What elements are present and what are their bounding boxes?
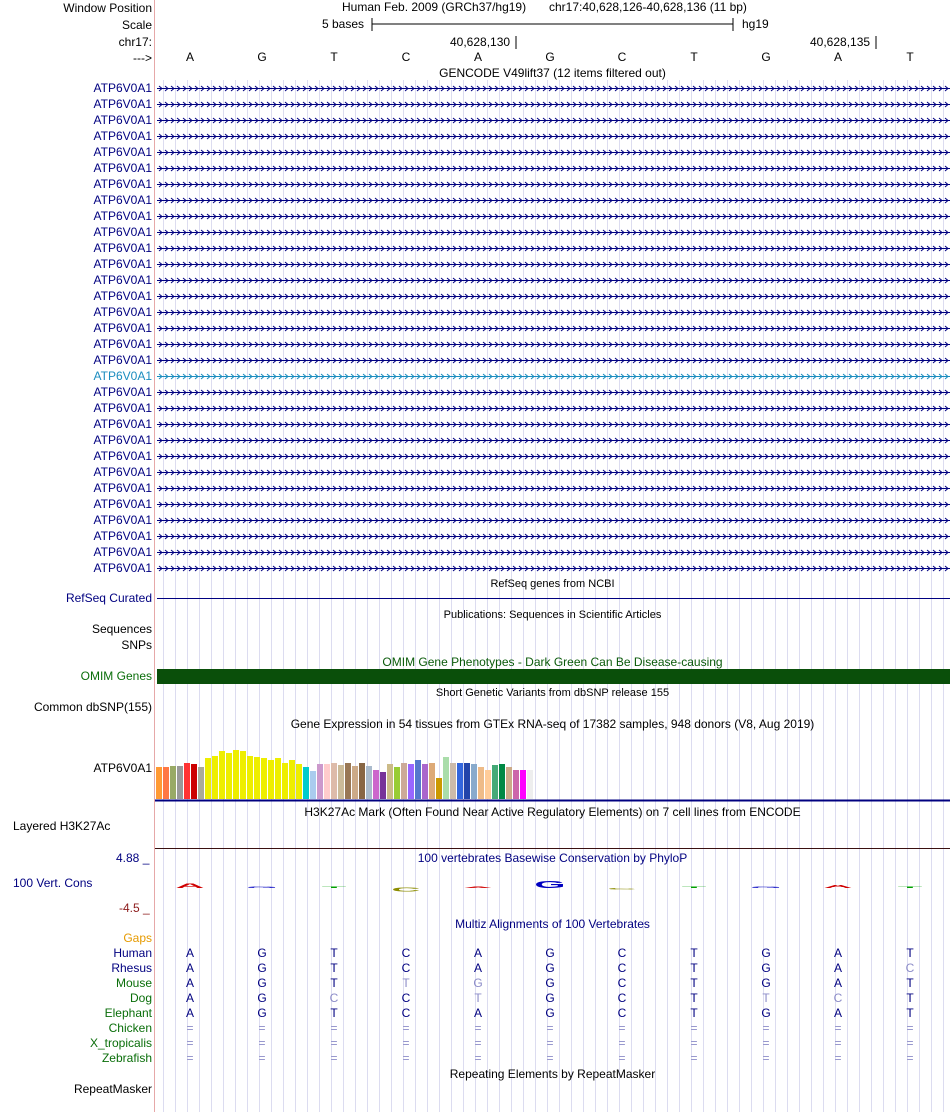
multiz-base: T [906, 1006, 914, 1020]
gencode-item-label[interactable]: ATP6V0A1 [93, 321, 152, 335]
multiz-base: A [185, 976, 194, 990]
cons-base-letter: T [681, 886, 707, 889]
multiz-base: C [329, 991, 339, 1005]
multiz-base: = [546, 1051, 554, 1065]
gencode-item-label[interactable]: ATP6V0A1 [93, 353, 152, 367]
ruler-base: A [185, 50, 194, 64]
chrom-label[interactable]: chr17: [118, 35, 152, 49]
gencode-item-label[interactable]: ATP6V0A1 [93, 289, 152, 303]
publications-title[interactable]: Publications: Sequences in Scientific Articles [443, 609, 662, 621]
multiz-base: = [330, 1021, 338, 1035]
cons-base-letter: A [463, 886, 493, 889]
cons-max-label: 4.88 _ [116, 851, 150, 865]
multiz-base: = [690, 1021, 698, 1035]
multiz-base: C [617, 1006, 627, 1020]
ruler-base: G [761, 50, 771, 64]
repeatmasker-title[interactable]: Repeating Elements by RepeatMasker [449, 1067, 656, 1081]
multiz-base: A [473, 946, 482, 960]
dbsnp-label[interactable]: Common dbSNP(155) [33, 700, 152, 714]
gencode-item-label[interactable]: ATP6V0A1 [93, 257, 152, 271]
multiz-base: = [762, 1021, 770, 1035]
multiz-base: G [761, 961, 771, 975]
multiz-base: = [258, 1036, 266, 1050]
multiz-base: C [617, 976, 627, 990]
gencode-item-label[interactable]: ATP6V0A1 [93, 385, 152, 399]
ruler-base: T [330, 50, 338, 64]
multiz-base: T [690, 961, 698, 975]
multiz-base: G [257, 1006, 267, 1020]
cons-base-letter: T [321, 886, 347, 889]
multiz-species-label[interactable]: Elephant [104, 1006, 152, 1020]
cons-base-letter: G [534, 879, 566, 891]
multiz-base: A [833, 946, 842, 960]
window-position-label[interactable]: Window Position [63, 1, 152, 15]
multiz-base: = [186, 1036, 194, 1050]
omim-label[interactable]: OMIM Genes [80, 669, 152, 683]
gencode-item-label[interactable]: ATP6V0A1 [93, 225, 152, 239]
gencode-item-label[interactable]: ATP6V0A1 [93, 449, 152, 463]
h3k27ac-title[interactable]: H3K27Ac Mark (Often Found Near Active Regulatory Elements) on 7 cell lines from ENCODE [304, 805, 801, 819]
multiz-base: A [473, 961, 482, 975]
multiz-species-label[interactable]: Chicken [108, 1021, 152, 1035]
multiz-species-label[interactable]: Human [113, 946, 152, 960]
track-labels-column [0, 0, 155, 1112]
gencode-item-label[interactable]: ATP6V0A1 [93, 513, 152, 527]
multiz-base: T [906, 946, 914, 960]
multiz-species-label[interactable]: Rhesus [111, 961, 152, 975]
scale-label[interactable]: Scale [121, 18, 152, 32]
refseq-label[interactable]: RefSeq Curated [65, 591, 152, 605]
gencode-item-label[interactable]: ATP6V0A1 [93, 97, 152, 111]
assembly-text: Human Feb. 2009 (GRCh37/hg19) [342, 0, 527, 14]
publications-sequences-label[interactable]: Sequences [91, 622, 152, 636]
cons-base-letter: T [897, 886, 923, 889]
ruler-base: C [401, 50, 411, 64]
multiz-base: T [402, 976, 410, 990]
multiz-base: T [762, 991, 770, 1005]
multiz-base: = [834, 1036, 842, 1050]
multiz-base: = [906, 1051, 914, 1065]
multiz-base: A [833, 1006, 842, 1020]
multiz-base: A [185, 991, 194, 1005]
gencode-item-label[interactable]: ATP6V0A1 [93, 561, 152, 575]
refseq-title[interactable]: RefSeq genes from NCBI [490, 578, 615, 590]
multiz-base: A [833, 961, 842, 975]
multiz-base: T [690, 1006, 698, 1020]
multiz-base: C [401, 946, 411, 960]
multiz-base: = [618, 1051, 626, 1065]
cons-base-letter: G [750, 886, 782, 889]
gencode-item-label[interactable]: ATP6V0A1 [93, 145, 152, 159]
track-image[interactable] [155, 0, 950, 1112]
multiz-base: G [257, 991, 267, 1005]
multiz-base: = [834, 1051, 842, 1065]
multiz-base: T [330, 961, 338, 975]
multiz-base: = [402, 1051, 410, 1065]
gencode-item-label[interactable]: ATP6V0A1 [93, 481, 152, 495]
gencode-item-label[interactable]: ATP6V0A1 [93, 401, 152, 415]
gencode-item-label[interactable]: ATP6V0A1 [93, 433, 152, 447]
multiz-base: G [257, 961, 267, 975]
gencode-item-label[interactable]: ATP6V0A1 [93, 113, 152, 127]
cons-title[interactable]: 100 vertebrates Basewise Conservation by PhyloP [417, 851, 688, 865]
gencode-item-label[interactable]: ATP6V0A1 [93, 545, 152, 559]
gencode-item-label[interactable]: ATP6V0A1 [93, 417, 152, 431]
gencode-item-label[interactable]: ATP6V0A1 [93, 497, 152, 511]
multiz-base: C [401, 961, 411, 975]
gencode-item-label[interactable]: ATP6V0A1 [93, 209, 152, 223]
multiz-base: = [834, 1021, 842, 1035]
multiz-base: = [474, 1021, 482, 1035]
multiz-base: = [474, 1051, 482, 1065]
dbsnp-title[interactable]: Short Genetic Variants from dbSNP release 155 [435, 687, 670, 699]
multiz-base: T [690, 976, 698, 990]
multiz-base: = [402, 1036, 410, 1050]
publications-snps-label[interactable]: SNPs [121, 638, 152, 652]
multiz-species-label[interactable]: Mouse [115, 976, 152, 990]
multiz-base: G [545, 976, 555, 990]
multiz-base: = [906, 1036, 914, 1050]
multiz-base: C [833, 991, 843, 1005]
ruler-base: G [545, 50, 555, 64]
ruler-base: T [906, 50, 914, 64]
multiz-base: A [185, 961, 194, 975]
position-text: chr17:40,628,126-40,628,136 (11 bp) [549, 0, 747, 14]
multiz-base: = [690, 1036, 698, 1050]
multiz-title[interactable]: Multiz Alignments of 100 Vertebrates [455, 917, 650, 931]
multiz-base: G [473, 976, 483, 990]
multiz-base: T [690, 991, 698, 1005]
gencode-item-label[interactable]: ATP6V0A1 [93, 337, 152, 351]
multiz-base: G [545, 946, 555, 960]
multiz-base: T [474, 991, 482, 1005]
multiz-base: C [401, 991, 411, 1005]
gencode-title[interactable]: GENCODE V49lift37 (12 items filtered out) [439, 66, 666, 80]
multiz-base: = [474, 1036, 482, 1050]
multiz-base: = [330, 1036, 338, 1050]
scale-text: 5 bases [322, 17, 365, 31]
gencode-item-label[interactable]: ATP6V0A1 [93, 129, 152, 143]
ruler-base: A [833, 50, 842, 64]
multiz-base: G [257, 976, 267, 990]
multiz-base: G [545, 1006, 555, 1020]
multiz-base: = [762, 1051, 770, 1065]
multiz-base: T [906, 991, 914, 1005]
multiz-base: = [618, 1036, 626, 1050]
multiz-base: = [906, 1021, 914, 1035]
multiz-base: A [185, 1006, 194, 1020]
gencode-item-label[interactable]: ATP6V0A1 [93, 241, 152, 255]
multiz-base: T [330, 1006, 338, 1020]
gencode-item-label[interactable]: ATP6V0A1 [93, 177, 152, 191]
repeatmasker-label[interactable]: RepeatMasker [73, 1082, 152, 1096]
gencode-item-label[interactable]: ATP6V0A1 [93, 529, 152, 543]
gencode-item-label[interactable]: ATP6V0A1 [93, 273, 152, 287]
multiz-base: = [258, 1051, 266, 1065]
gencode-item-label[interactable]: ATP6V0A1 [93, 369, 152, 383]
strand-label[interactable]: ---> [133, 51, 152, 65]
multiz-base: T [690, 946, 698, 960]
multiz-base: = [546, 1021, 554, 1035]
multiz-base: G [761, 946, 771, 960]
multiz-base: C [905, 961, 915, 975]
multiz-base: = [618, 1021, 626, 1035]
cons-logo[interactable] [155, 0, 950, 900]
multiz-base: = [690, 1051, 698, 1065]
ruler-base: A [473, 50, 482, 64]
coord-2: 40,628,135 [810, 35, 871, 49]
h3k27ac-label[interactable]: Layered H3K27Ac [13, 819, 111, 833]
multiz-base: G [761, 976, 771, 990]
gencode-item-label[interactable]: ATP6V0A1 [93, 81, 152, 95]
gtex-title[interactable]: Gene Expression in 54 tissues from GTEx RNA-seq of 17382 samples, 948 donors (V8, Aug 2019) [290, 717, 815, 731]
multiz-base: T [906, 976, 914, 990]
cons-label[interactable]: 100 Vert. Cons [13, 876, 93, 890]
cons-base-letter: A [823, 884, 853, 890]
multiz-base: C [617, 961, 627, 975]
multiz-base: A [833, 976, 842, 990]
ruler-base: C [617, 50, 627, 64]
db-text: hg19 [742, 17, 769, 31]
gtex-label[interactable]: ATP6V0A1 [93, 761, 152, 775]
multiz-base: C [617, 946, 627, 960]
multiz-base: C [617, 991, 627, 1005]
gencode-item-label[interactable]: ATP6V0A1 [93, 465, 152, 479]
multiz-base: = [330, 1051, 338, 1065]
gaps-label[interactable]: Gaps [123, 931, 152, 945]
multiz-base: = [258, 1021, 266, 1035]
multiz-species-label[interactable]: Zebrafish [101, 1051, 152, 1065]
multiz-base: = [546, 1036, 554, 1050]
ruler-base: T [690, 50, 698, 64]
gencode-item-label[interactable]: ATP6V0A1 [93, 193, 152, 207]
multiz-base: G [257, 946, 267, 960]
multiz-base: T [330, 946, 338, 960]
ruler-base: G [257, 50, 267, 64]
multiz-base: = [186, 1051, 194, 1065]
multiz-base: G [761, 1006, 771, 1020]
omim-title[interactable]: OMIM Gene Phenotypes - Dark Green Can Be Disease-causing [382, 655, 723, 669]
multiz-species-label[interactable]: Dog [129, 991, 152, 1005]
gencode-item-label[interactable]: ATP6V0A1 [93, 161, 152, 175]
multiz-species-label[interactable]: X_tropicalis [89, 1036, 152, 1050]
multiz-base: A [473, 1006, 482, 1020]
coord-1: 40,628,130 [450, 35, 511, 49]
cons-base-letter: C [607, 887, 637, 891]
multiz-base: C [401, 1006, 411, 1020]
multiz-base: A [185, 946, 194, 960]
cons-base-letter: C [391, 887, 421, 893]
multiz-base: = [186, 1021, 194, 1035]
multiz-base: T [330, 976, 338, 990]
multiz-base: = [402, 1021, 410, 1035]
cons-base-letter: G [246, 886, 278, 889]
multiz-base: = [762, 1036, 770, 1050]
multiz-base: G [545, 991, 555, 1005]
gencode-item-label[interactable]: ATP6V0A1 [93, 305, 152, 319]
cons-min-label: -4.5 _ [119, 901, 150, 915]
multiz-base: G [545, 961, 555, 975]
cons-base-letter: A [175, 882, 205, 890]
